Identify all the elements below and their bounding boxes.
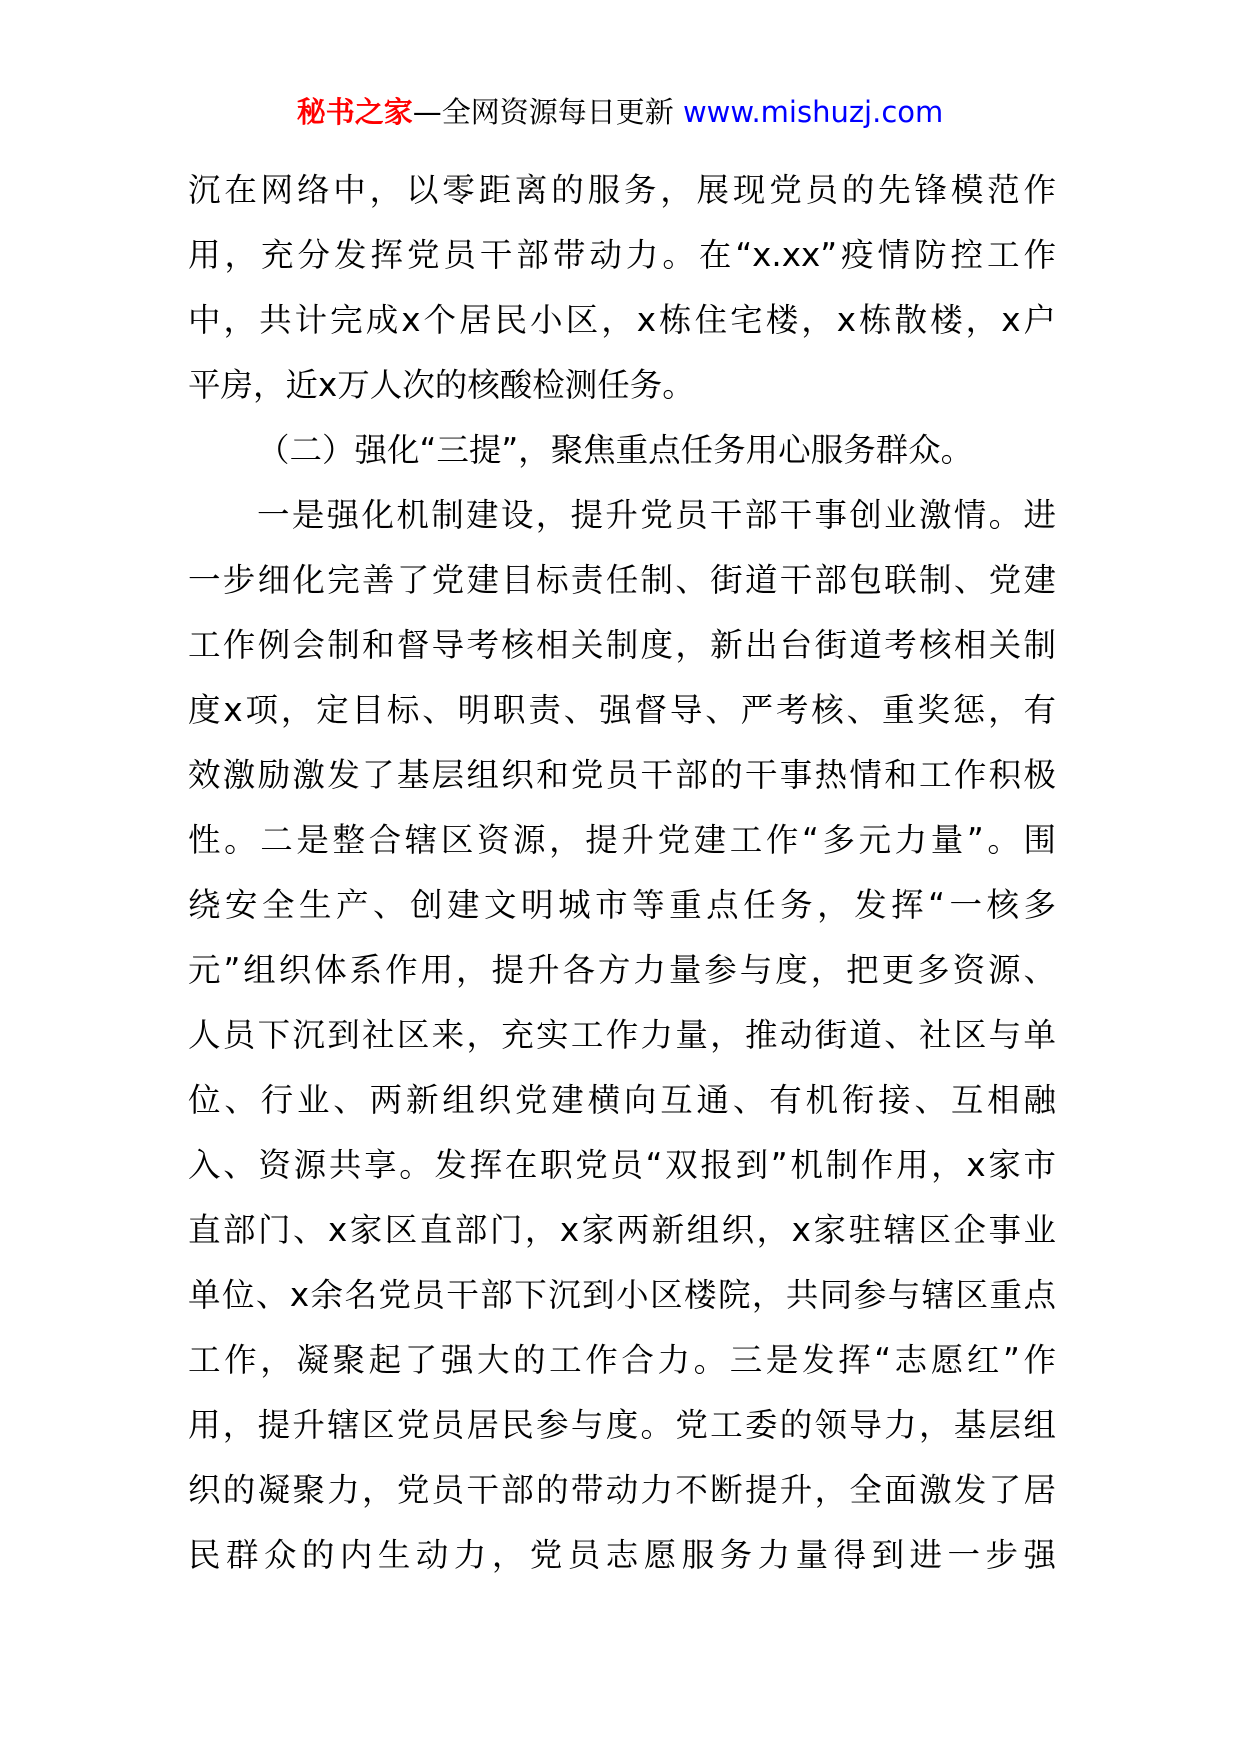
- text-line: 元”组织体系作用，提升各方力量参与度，把更多资源、: [188, 951, 1056, 989]
- text-line: 织的凝聚力，党员干部的带动力不断提升，全面激发了居: [188, 1471, 1056, 1509]
- text-line: 一步细化完善了党建目标责任制、街道干部包联制、党建: [188, 561, 1056, 599]
- text-line: 民群众的内生动力，党员志愿服务力量得到进一步强: [188, 1536, 1056, 1574]
- text-line: 一是强化机制建设，提升党员干部干事创业激情。进: [257, 496, 1056, 534]
- text-line: 用，充分发挥党员干部带动力。在“x.xx”疫情防控工作: [188, 236, 1056, 274]
- text-line: 工作，凝聚起了强大的工作合力。三是发挥“志愿红”作: [188, 1341, 1056, 1379]
- text-line: 效激励激发了基层组织和党员干部的干事热情和工作积极: [188, 756, 1056, 794]
- text-line: 平房，近x万人次的核酸检测任务。: [188, 366, 695, 404]
- text-line: 工作例会制和督导考核相关制度，新出台街道考核相关制: [188, 626, 1056, 664]
- text-line: 位、行业、两新组织党建横向互通、有机衔接、互相融: [188, 1081, 1056, 1119]
- site-tagline: —全网资源每日更新: [412, 95, 674, 129]
- document-body: [188, 158, 1056, 1588]
- text-line: 中，共计完成x个居民小区，x栋住宅楼，x栋散楼，x户: [188, 301, 1056, 339]
- text-line: 用，提升辖区党员居民参与度。党工委的领导力，基层组: [188, 1406, 1056, 1444]
- text-line: 绕安全生产、创建文明城市等重点任务，发挥“一核多: [188, 886, 1056, 924]
- text-line: 人员下沉到社区来，充实工作力量，推动街道、社区与单: [188, 1016, 1056, 1054]
- text-line: 直部门、x家区直部门，x家两新组织，x家驻辖区企事业: [188, 1211, 1056, 1249]
- text-line: 性。二是整合辖区资源，提升党建工作“多元力量”。围: [188, 821, 1056, 859]
- text-line: 单位、x余名党员干部下沉到小区楼院，共同参与辖区重点: [188, 1276, 1056, 1314]
- site-brand: 秘书之家: [296, 95, 413, 129]
- site-header: [0, 92, 1240, 132]
- site-url-link[interactable]: www.mishuzj.com: [682, 95, 944, 129]
- text-line: 入、资源共享。发挥在职党员“双报到”机制作用，x家市: [188, 1146, 1056, 1184]
- text-line: 度x项，定目标、明职责、强督导、严考核、重奖惩，有: [188, 691, 1056, 729]
- section-heading: （二）强化“三提”，聚焦重点任务用心服务群众。: [257, 431, 974, 469]
- text-line: 沉在网络中，以零距离的服务，展现党员的先锋模范作: [188, 171, 1056, 209]
